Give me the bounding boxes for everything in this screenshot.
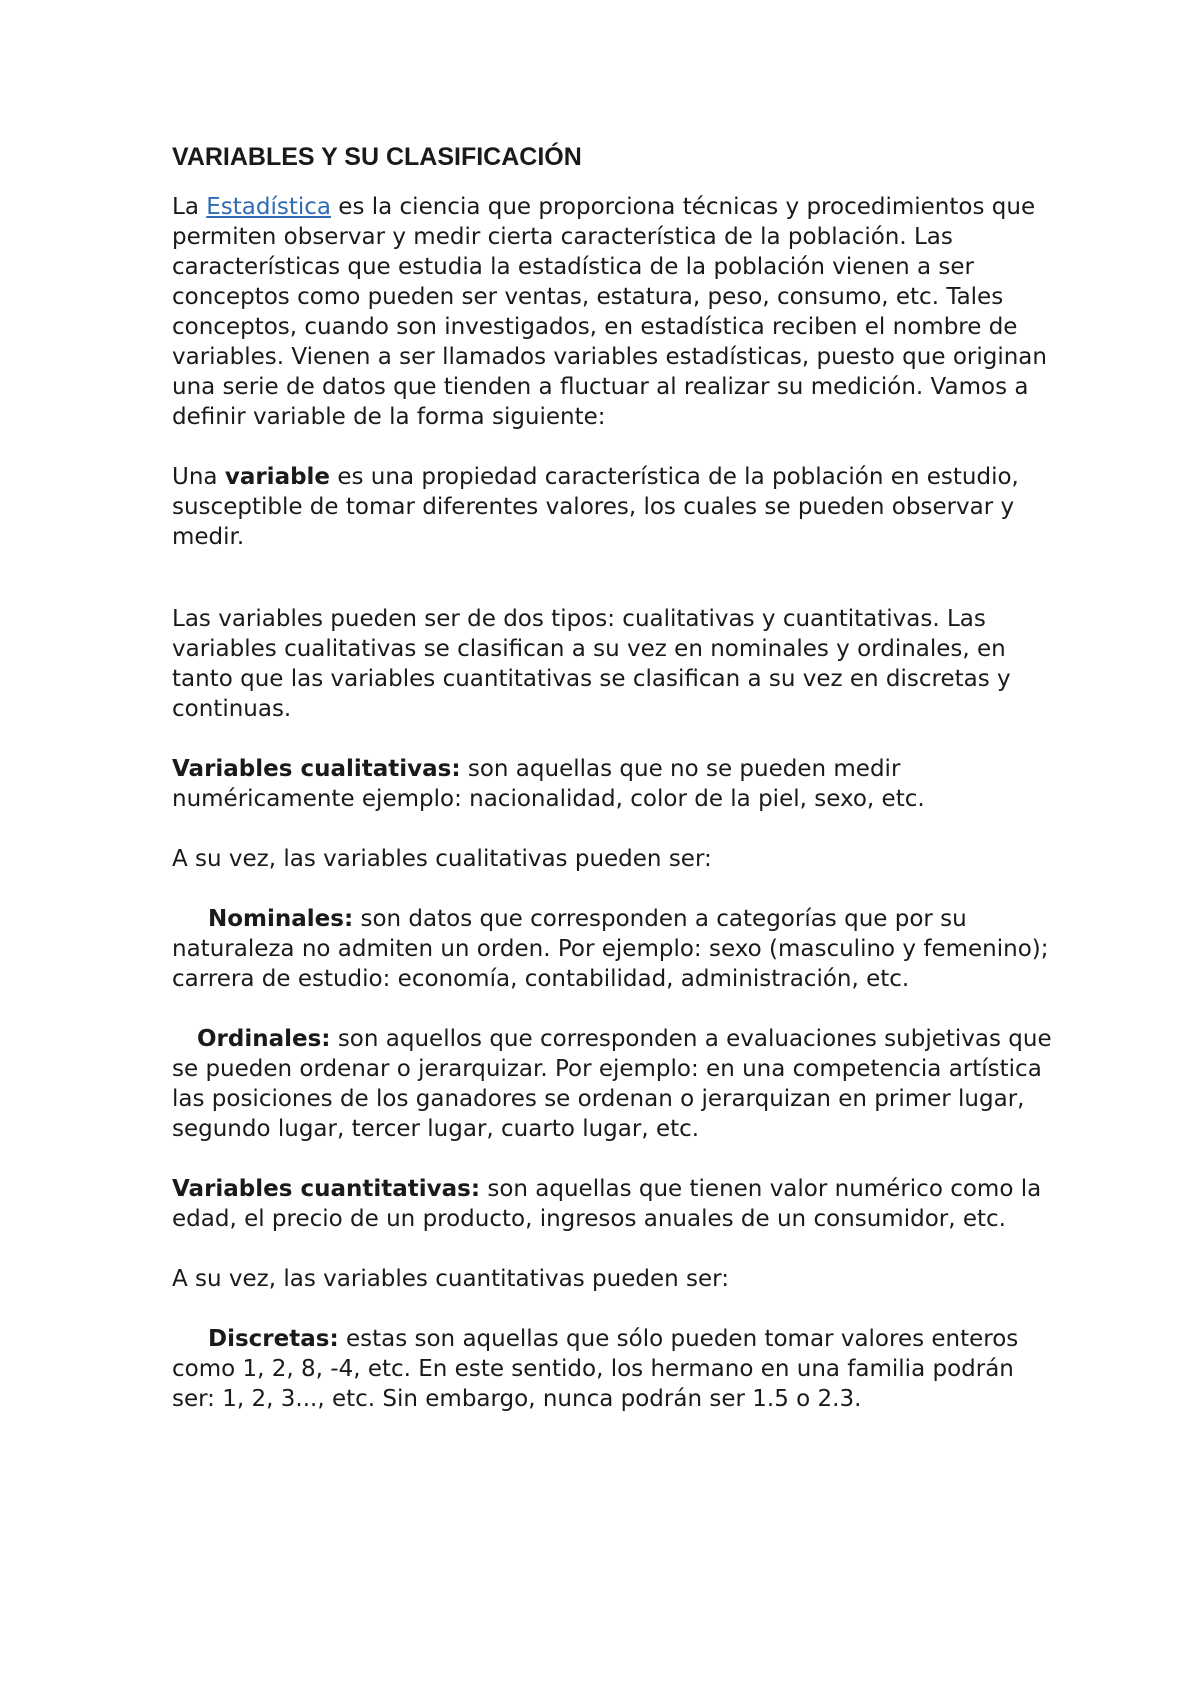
definition-text: es una propiedad característica de la población en estudio, susceptible de tomar diferentes valores, los cuales se pueden observar y medir.	[172, 464, 1019, 550]
quantitative-term: Variables cuantitativas:	[172, 1176, 481, 1202]
quantitative-text: son aquellas que tienen valor numérico como la edad, el precio de un producto, ingresos anuales de un consumidor, etc.	[172, 1176, 1042, 1232]
discrete-text: estas son aquellas que sólo pueden tomar valores enteros como 1, 2, 8, -4, etc. En este sentido, los hermano en una familia podrán ser: 1, 2, 3..., etc. Sin embargo, nunca podrán ser 1.5 o 2.3.	[172, 1326, 1019, 1412]
ordinal-indent	[172, 1026, 197, 1052]
definition-term: variable	[224, 464, 331, 490]
definition-lead: Una	[172, 464, 225, 490]
ordinal-term: Ordinales:	[197, 1026, 331, 1052]
ordinal-paragraph	[172, 1024, 1052, 1144]
document-body	[172, 142, 1052, 1444]
nominal-indent	[172, 906, 208, 932]
types-paragraph: Las variables pueden ser de dos tipos: cualitativas y cuantitativas. Las variables cualitativas se clasifican a su vez en nominales y ordinales, en tanto que las variables cuantitativas se clasifican a su vez en discretas y continuas.	[172, 606, 1011, 722]
definition-paragraph	[172, 462, 1052, 552]
nominal-text: son datos que corresponden a categorías que por su naturaleza no admiten un orden. Por ejemplo: sexo (masculino y femenino); carrera de estudio: economía, contabilidad, administración, etc.	[172, 906, 1049, 992]
discrete-paragraph	[172, 1324, 1052, 1414]
quantitative-subtypes-intro: A su vez, las variables cuantitativas pueden ser:	[172, 1266, 729, 1292]
intro-paragraph	[172, 192, 1052, 432]
ordinal-text: son aquellos que corresponden a evaluaciones subjetivas que se pueden ordenar o jerarquizar. Por ejemplo: en una competencia artística las posiciones de los ganadores se ordenan o jerarquizan en primer lugar, segundo lugar, tercer lugar, cuarto lugar, etc.	[172, 1026, 1052, 1142]
document-title: VARIABLES Y SU CLASIFICACIÓN	[172, 143, 582, 171]
qualitative-term: Variables cualitativas:	[172, 756, 461, 782]
discrete-indent	[172, 1326, 208, 1352]
qualitative-subtypes-intro: A su vez, las variables cualitativas pueden ser:	[172, 846, 712, 872]
estadistica-link[interactable]: Estadística	[206, 194, 331, 220]
nominal-term: Nominales:	[208, 906, 354, 932]
intro-text: es la ciencia que proporciona técnicas y procedimientos que permiten observar y medir cierta característica de la población. Las características que estudia la estadística de la población vienen a ser conceptos como pueden ser ventas, estatura, peso, consumo, etc. Tales conceptos, cuando son investigados, en estadística reciben el nombre de variables. Vienen a ser llamados variables estadísticas, puesto que originan una serie de datos que tienden a fluctuar al realizar su medición. Vamos a definir variable de la forma siguiente:	[172, 194, 1047, 430]
nominal-paragraph	[172, 904, 1052, 994]
quantitative-paragraph	[172, 1174, 1052, 1234]
qualitative-text: son aquellas que no se pueden medir numéricamente ejemplo: nacionalidad, color de la piel, sexo, etc.	[172, 756, 925, 812]
discrete-term: Discretas:	[208, 1326, 339, 1352]
intro-lead: La	[172, 194, 207, 220]
qualitative-paragraph	[172, 754, 1052, 814]
